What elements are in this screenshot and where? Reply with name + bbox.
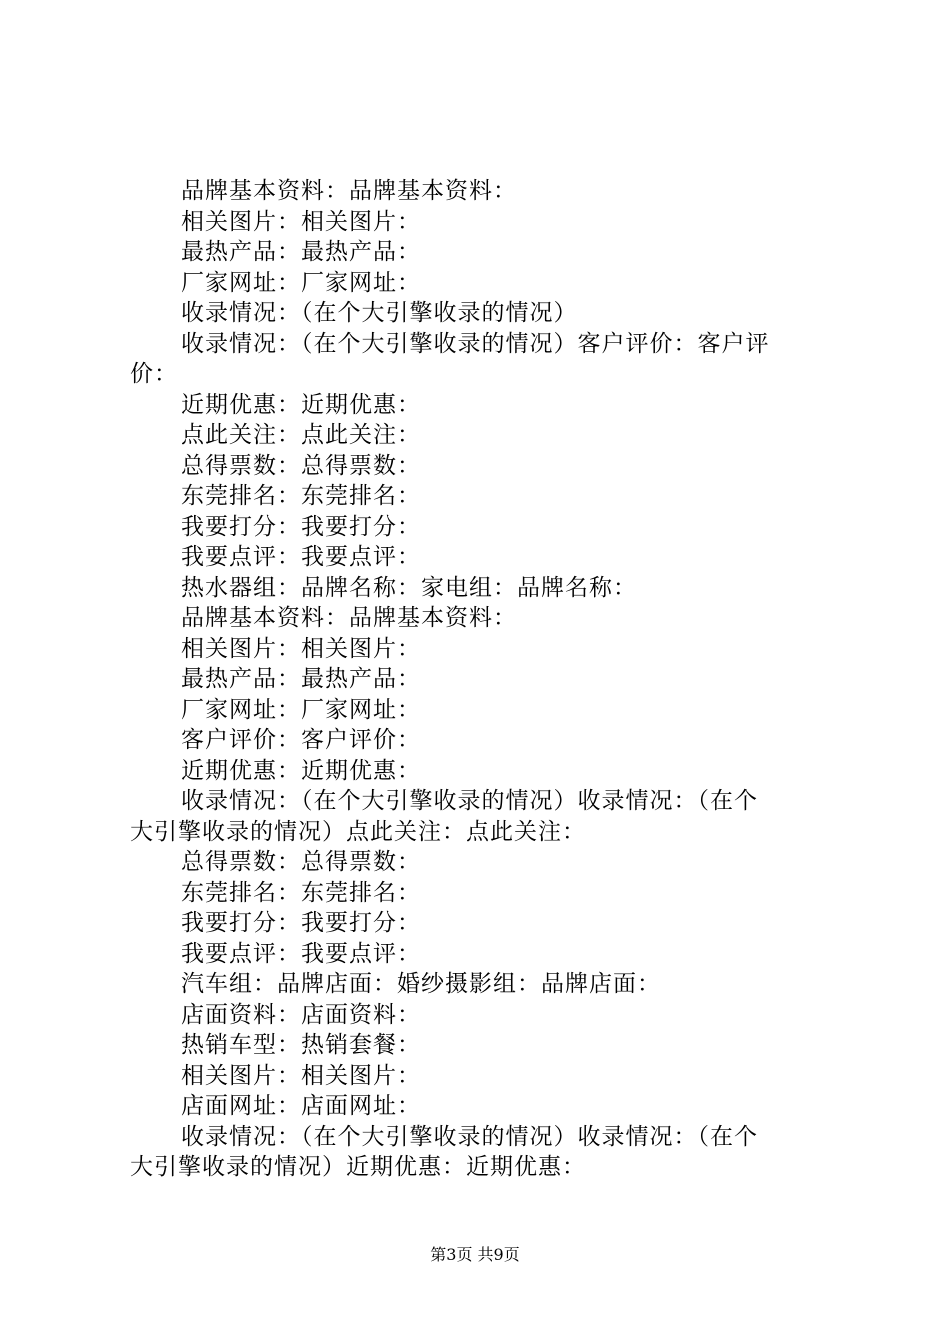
text-line: 收录情况：（在个大引擎收录的情况） — [181, 300, 578, 326]
text-line: 大引擎收录的情况）点此关注：点此关注： — [130, 818, 586, 845]
document-body — [0, 176, 950, 1183]
text-line: 总得票数：总得票数： — [181, 849, 421, 875]
text-line: 品牌基本资料：品牌基本资料： — [181, 178, 517, 204]
text-line: 品牌基本资料：品牌基本资料： — [181, 605, 517, 631]
text-line: 收录情况：（在个大引擎收录的情况）收录情况：（在个 — [181, 788, 758, 814]
text-line: 大引擎收录的情况）近期优惠：近期优惠： — [130, 1154, 586, 1180]
text-line: 点此关注：点此关注： — [181, 422, 421, 448]
text-line: 我要点评：我要点评： — [181, 544, 421, 570]
text-line: 热销车型：热销套餐： — [181, 1032, 421, 1058]
text-line: 收录情况：（在个大引擎收录的情况）收录情况：（在个 — [181, 1123, 758, 1150]
text-line: 我要点评：我要点评： — [181, 940, 421, 967]
text-line: 客户评价：客户评价： — [181, 727, 421, 753]
text-line: 相关图片：相关图片： — [181, 1062, 421, 1089]
text-line: 东莞排名：东莞排名： — [181, 483, 421, 509]
text-line: 店面资料：店面资料： — [181, 1001, 421, 1028]
text-line: 相关图片：相关图片： — [181, 208, 421, 235]
text-line: 收录情况：（在个大引擎收录的情况）客户评价：客户评 — [181, 330, 770, 357]
text-line: 相关图片：相关图片： — [181, 635, 421, 662]
text-line: 价： — [130, 361, 178, 387]
text-line: 近期优惠：近期优惠： — [181, 391, 421, 418]
text-line: 厂家网址：厂家网址： — [181, 696, 421, 723]
text-line: 厂家网址：厂家网址： — [181, 269, 421, 296]
text-line: 总得票数：总得票数： — [181, 452, 421, 479]
page-footer — [0, 1244, 950, 1266]
text-line: 店面网址：店面网址： — [181, 1093, 421, 1119]
text-line: 最热产品：最热产品： — [181, 239, 421, 265]
text-line: 东莞排名：东莞排名： — [181, 879, 421, 906]
text-line: 我要打分：我要打分： — [181, 513, 421, 540]
text-line: 近期优惠：近期优惠： — [181, 757, 421, 784]
text-line: 最热产品：最热产品： — [181, 666, 421, 692]
text-line: 我要打分：我要打分： — [181, 910, 421, 936]
text-line: 热水器组：品牌名称：家电组：品牌名称： — [181, 574, 637, 601]
page-number-label: 第3页 共9页 — [430, 1245, 520, 1264]
text-line: 汽车组：品牌店面：婚纱摄影组：品牌店面： — [181, 971, 661, 997]
